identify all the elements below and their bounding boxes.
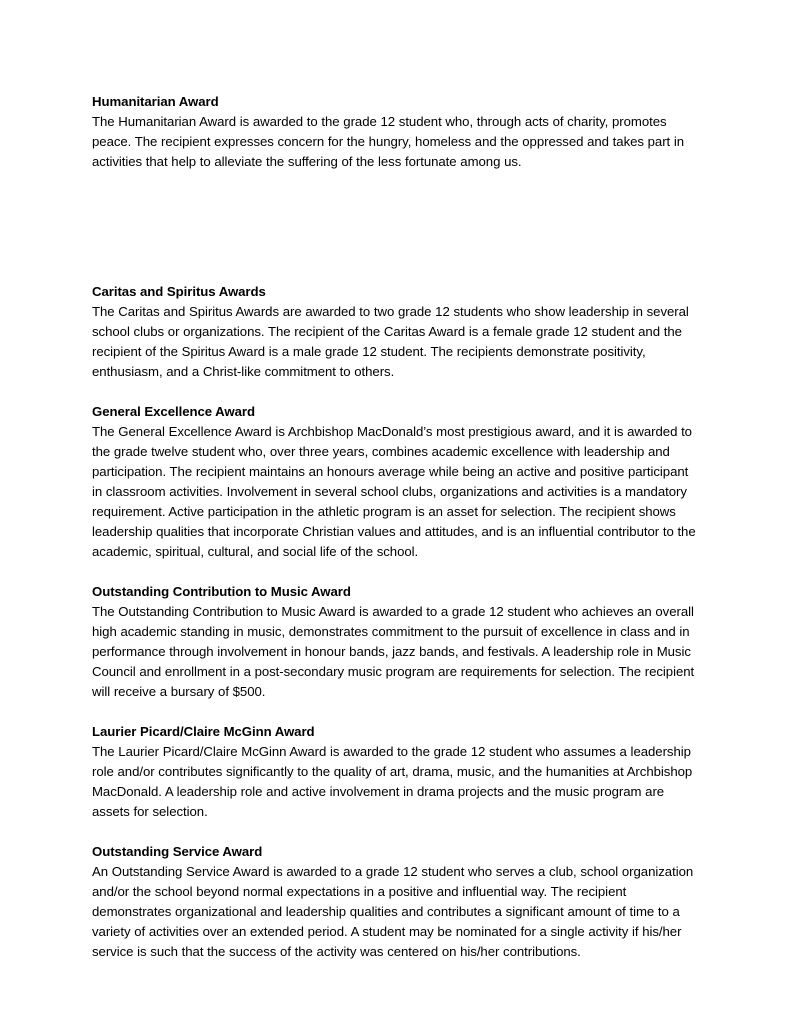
award-section-general-excellence [92,402,696,562]
award-heading: Outstanding Contribution to Music Award [92,584,351,599]
award-section-outstanding-service [92,842,696,962]
award-description: The Laurier Picard/Claire McGinn Award is awarded to the grade 12 student who assumes a leadership role and/or contributes significantly to the quality of art, drama, music, and the humanities at Archbishop MacDonald. A leadership role and active involvement in drama projects and the music program are assets for selection. [92,744,693,819]
award-description: An Outstanding Service Award is awarded to a grade 12 student who serves a club, school organization and/or the school beyond normal expectations in a positive and influential way. The recipient demonstrates organizational and leadership qualities and contributes a significant amount of time to a variety of activities over an extended period. A student may be nominated for a single activity if his/her service is such that the success of the activity was centered on his/her contributions. [92,864,694,959]
award-description: The Outstanding Contribution to Music Award is awarded to a grade 12 student who achieves an overall high academic standing in music, demonstrates commitment to the pursuit of excellence in class and in performance through involvement in honour bands, jazz bands, and festivals. A leadership role in Music Council and enrollment in a post-secondary music program are requirements for selection. The recipient will receive a bursary of $500. [92,604,695,699]
award-heading: Caritas and Spiritus Awards [92,284,266,299]
document-body [92,92,696,962]
award-heading: Laurier Picard/Claire McGinn Award [92,724,315,739]
award-description: The General Excellence Award is Archbishop MacDonald’s most prestigious award, and it is awarded to the grade twelve student who, over three years, combines academic excellence with leadership and participation. The recipient maintains an honours average while being an active and positive participant in classroom activities. Involvement in several school clubs, organizations and activities is a mandatory requirement. Active participation in the athletic program is an asset for selection. The recipient shows leadership qualities that incorporate Christian values and attitudes, and is an influential contributor to the academic, spiritual, cultural, and social life of the school. [92,424,696,559]
award-heading: Humanitarian Award [92,94,219,109]
award-description: The Caritas and Spiritus Awards are awarded to two grade 12 students who show leadership in several school clubs or organizations. The recipient of the Caritas Award is a female grade 12 student and the recipient of the Spiritus Award is a male grade 12 student. The recipients demonstrate positivity, enthusiasm, and a Christ-like commitment to others. [92,304,689,379]
award-section-music [92,582,696,702]
award-description: The Humanitarian Award is awarded to the grade 12 student who, through acts of charity, promotes peace. The recipient expresses concern for the hungry, homeless and the oppressed and takes part in activities that help to alleviate the suffering of the less fortunate among us. [92,114,685,169]
award-section-humanitarian [92,92,696,172]
award-heading: Outstanding Service Award [92,844,263,859]
award-section-caritas-spiritus [92,282,696,382]
award-heading: General Excellence Award [92,404,255,419]
award-section-laurier-picard-claire-mcginn [92,722,696,822]
